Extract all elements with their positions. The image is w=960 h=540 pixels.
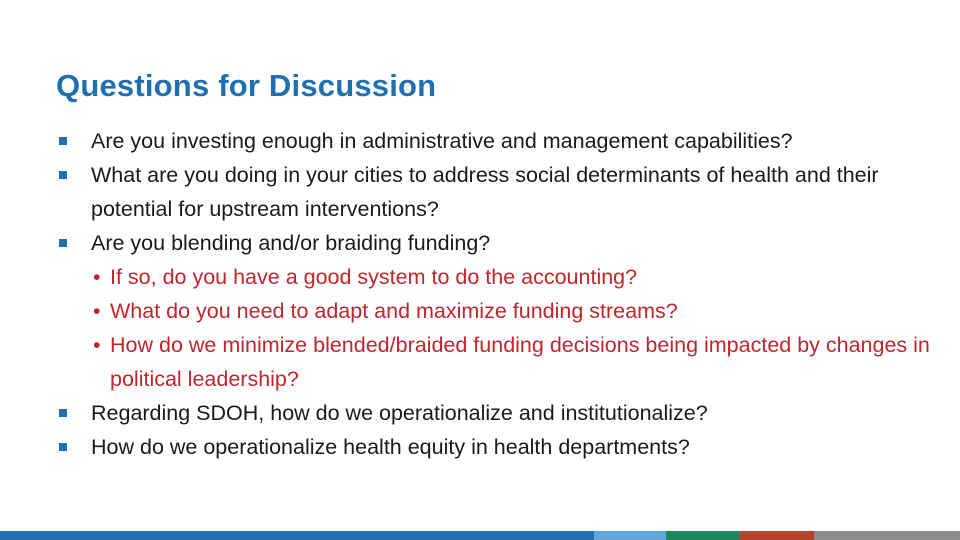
round-bullet-icon: • <box>93 299 101 323</box>
square-bullet-icon <box>59 409 67 417</box>
square-bullet-icon <box>59 443 67 451</box>
square-bullet-icon <box>59 239 67 247</box>
list-item-text: Are you investing enough in administrative and management capabilities? <box>91 129 793 153</box>
list-item <box>56 124 936 158</box>
sub-list <box>91 260 936 396</box>
square-bullet-icon <box>59 171 67 179</box>
list-item-text: What are you doing in your cities to address social determinants of health and their potential for upstream interventions? <box>91 163 879 221</box>
footer-segment-blue <box>0 531 594 540</box>
sub-list-item-text: If so, do you have a good system to do the accounting? <box>110 265 638 289</box>
round-bullet-icon: • <box>93 265 101 289</box>
sub-list-item <box>91 260 936 294</box>
footer-color-bar <box>0 531 960 540</box>
list-item <box>56 226 936 396</box>
list-item-text: Are you blending and/or braiding funding? <box>91 231 491 255</box>
round-bullet-icon: • <box>93 333 101 357</box>
sub-list-item-text: What do you need to adapt and maximize funding streams? <box>110 299 678 323</box>
discussion-questions-list <box>56 124 936 464</box>
list-item <box>56 396 936 430</box>
list-item-text: Regarding SDOH, how do we operationalize and institutionalize? <box>91 401 708 425</box>
footer-segment-light-blue <box>594 531 666 540</box>
list-item <box>56 430 936 464</box>
footer-segment-gray <box>814 531 960 540</box>
slide-title: Questions for Discussion <box>56 68 437 103</box>
sub-list-item-text: How do we minimize blended/braided funding decisions being impacted by changes in political leadership? <box>110 333 930 391</box>
list-item-text: How do we operationalize health equity in health departments? <box>91 435 690 459</box>
footer-segment-green <box>666 531 740 540</box>
footer-segment-red <box>740 531 814 540</box>
square-bullet-icon <box>59 137 67 145</box>
sub-list-item <box>91 328 936 396</box>
list-item <box>56 158 936 226</box>
sub-list-item <box>91 294 936 328</box>
